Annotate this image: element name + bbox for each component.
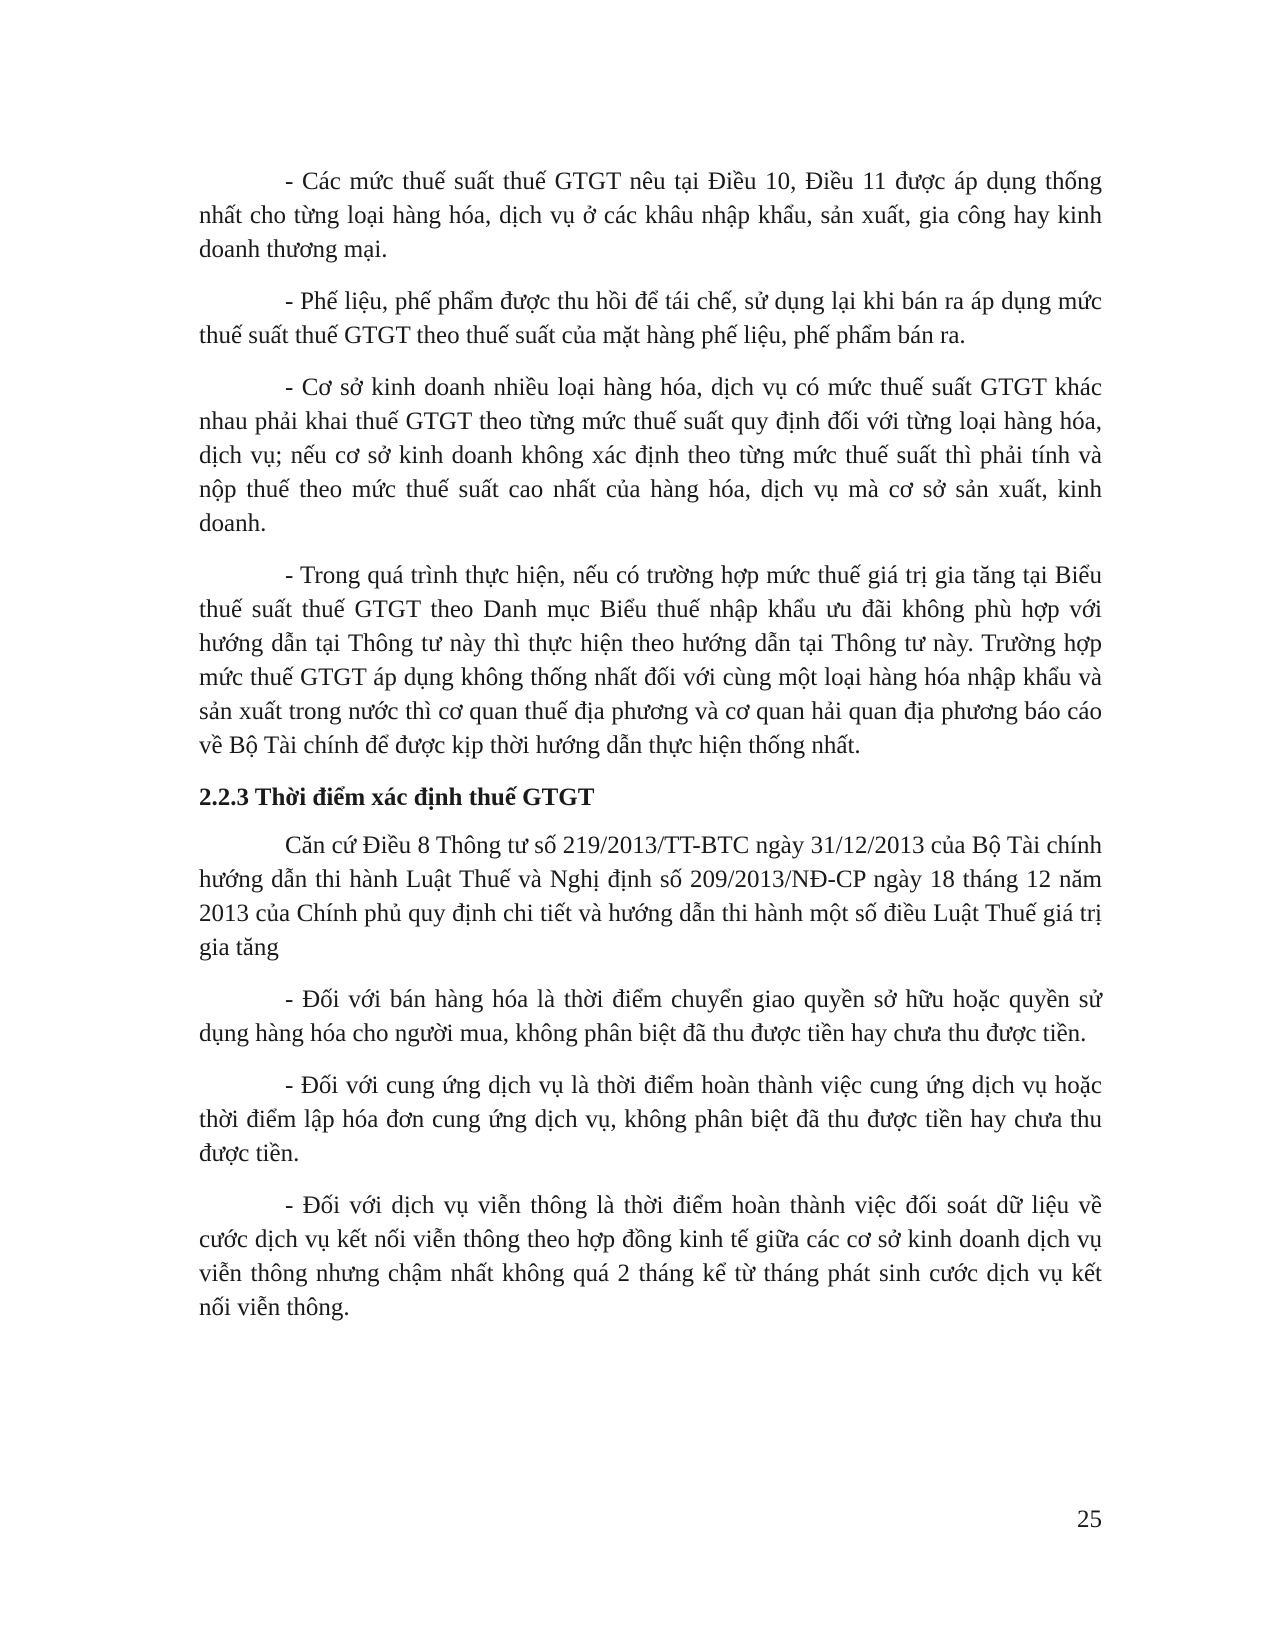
paragraph-tax-rate-uniform: - Các mức thuế suất thuế GTGT nêu tại Điều 10, Điều 11 được áp dụng thống nhất cho từng loại hàng hóa, dịch vụ ở các khâu nhập khẩu, sản xuất, gia công hay kinh doanh thương mại. bbox=[199, 168, 1102, 263]
paragraph-service-supply: - Đối với cung ứng dịch vụ là thời điểm hoàn thành việc cung ứng dịch vụ hoặc thời điểm lập hóa đơn cung ứng dịch vụ, không phân biệt đã thu được tiền hay chưa thu được tiền. bbox=[199, 1072, 1102, 1167]
paragraph-sale-of-goods: - Đối với bán hàng hóa là thời điểm chuyển giao quyền sở hữu hoặc quyền sử dụng hàng hóa cho người mua, không phân biệt đã thu được tiền hay chưa thu được tiền. bbox=[199, 986, 1102, 1047]
paragraph-telecom-services: - Đối với dịch vụ viễn thông là thời điểm hoàn thành việc đối soát dữ liệu về cước dịch vụ kết nối viễn thông theo hợp đồng kinh tế giữa các cơ sở kinh doanh dịch vụ viễn thông nhưng chậm nhất không quá 2 tháng kể từ tháng phát sinh cước dịch vụ kết nối viễn thông. bbox=[199, 1192, 1102, 1321]
paragraph-multiple-rates: - Cơ sở kinh doanh nhiều loại hàng hóa, dịch vụ có mức thuế suất GTGT khác nhau phải khai thuế GTGT theo từng mức thuế suất quy định đối với từng loại hàng hóa, dịch vụ; nếu cơ sở kinh doanh không xác định theo từng mức thuế suất thì phải tính và nộp thuế theo mức thuế suất cao nhất của hàng hóa, dịch vụ mà cơ sở sản xuất, kinh doanh. bbox=[199, 374, 1102, 537]
paragraph-scrap-materials: - Phế liệu, phế phẩm được thu hồi để tái chế, sử dụng lại khi bán ra áp dụng mức thuế suất thuế GTGT theo thuế suất của mặt hàng phế liệu, phế phẩm bán ra. bbox=[199, 288, 1102, 349]
paragraph-legal-basis: Căn cứ Điều 8 Thông tư số 219/2013/TT-BTC ngày 31/12/2013 của Bộ Tài chính hướng dẫn thi hành Luật Thuế và Nghị định số 209/2013/NĐ-CP ngày 18 tháng 12 năm 2013 của Chính phủ quy định chi tiết và hướng dẫn thi hành một số điều Luật Thuế giá trị gia tăng bbox=[199, 832, 1102, 961]
paragraph-implementation: - Trong quá trình thực hiện, nếu có trường hợp mức thuế giá trị gia tăng tại Biểu thuế suất thuế GTGT theo Danh mục Biểu thuế nhập khẩu ưu đãi không phù hợp với hướng dẫn tại Thông tư này thì thực hiện theo hướng dẫn tại Thông tư này. Trường hợp mức thuế GTGT áp dụng không thống nhất đối với cùng một loại hàng hóa nhập khẩu và sản xuất trong nước thì cơ quan thuế địa phương và cơ quan hải quan địa phương báo cáo về Bộ Tài chính để được kịp thời hướng dẫn thực hiện thống nhất. bbox=[199, 562, 1102, 759]
page-content bbox=[199, 165, 1102, 1343]
page-number: 25 bbox=[1077, 1506, 1102, 1533]
section-heading: 2.2.3 Thời điểm xác định thuế GTGT bbox=[199, 784, 595, 811]
